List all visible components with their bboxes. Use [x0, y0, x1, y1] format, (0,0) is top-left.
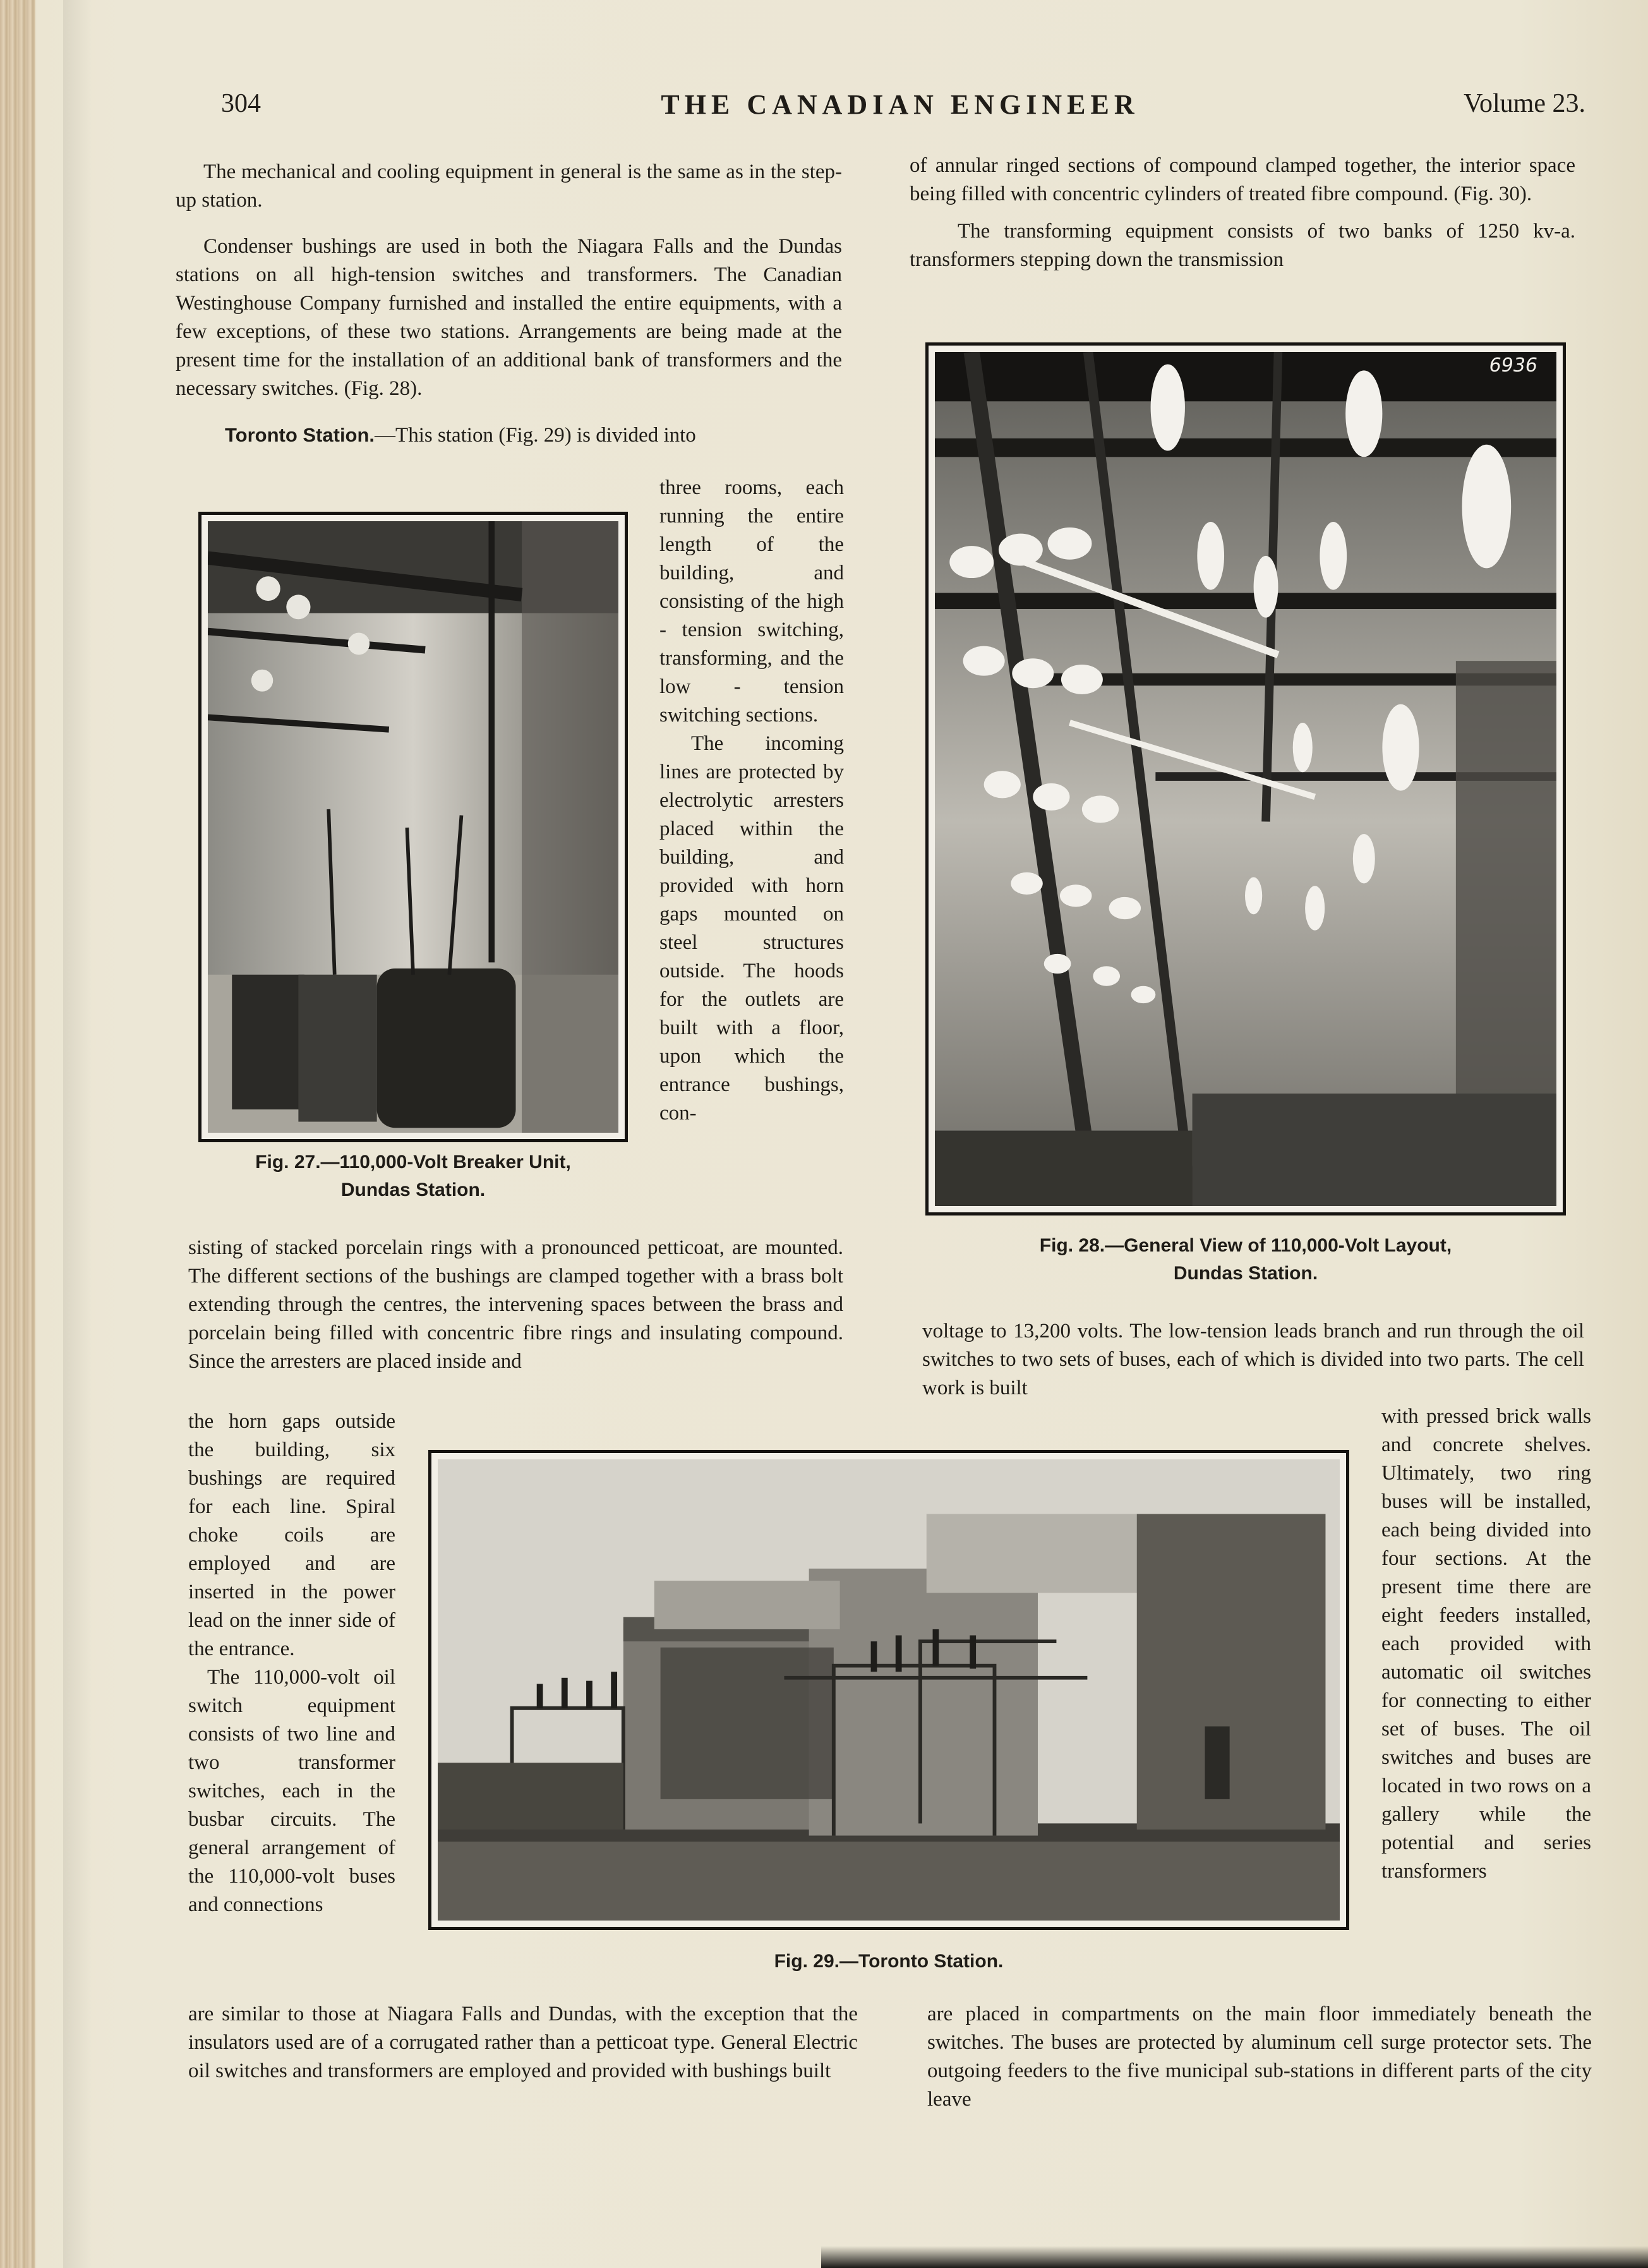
paragraph-text: —This station (Fig. 29) is divided into: [375, 424, 696, 447]
left-column-middle: [188, 1234, 843, 1376]
scan-shadow: [821, 2246, 1648, 2268]
right-column-top: [910, 152, 1575, 274]
paragraph: The 110,000-volt oil switch equipment consists of two line and two transformer switches, each in the busbar circuits. The general arrangement of the 110,000-volt buses and connections: [188, 1666, 395, 1916]
paragraph: are similar to those at Niagara Falls and Dundas, with the exception that the insulators used are of a corrugated rather than a petticoat type. General Electric oil switches and transformers are employed and provided with bushings built: [188, 2003, 858, 2082]
right-column-narrow: [1381, 1402, 1591, 1886]
paragraph: voltage to 13,200 volts. The low-tension leads branch and run through the oil switches to two sets of buses, each of which is divided into two parts. The cell work is built: [922, 1320, 1584, 1399]
caption-line: Dundas Station.: [340, 1179, 486, 1200]
caption-line: Dundas Station.: [1173, 1263, 1318, 1284]
left-column-bottom: [188, 2000, 858, 2085]
paragraph: three rooms, each running the entire length of the building, and consisting of the high - tension switching, transforming, and the low - tension switching sections.: [659, 476, 844, 727]
book-spine: [0, 0, 35, 2268]
caption-line: Fig. 27.—110,000-Volt Breaker Unit,: [255, 1152, 571, 1173]
figure-29-photo: [428, 1450, 1349, 1930]
caption-line: Fig. 28.—General View of 110,000-Volt Layout,: [1039, 1235, 1452, 1256]
figure-28-photo: [925, 342, 1566, 1215]
page-number: 304: [221, 89, 261, 118]
right-column-middle: [922, 1317, 1584, 1402]
paragraph: The mechanical and cooling equipment in general is the same as in the step-up station.: [176, 160, 842, 212]
paragraph: the horn gaps outside the building, six bushings are required for each line. Spiral choke coils are employed and are inserted in the power lead on the inner side of the entrance.: [188, 1410, 395, 1660]
plate-number: 6936: [1489, 354, 1537, 377]
gutter-shadow: [63, 0, 92, 2268]
section-heading: Toronto Station.: [225, 424, 375, 446]
left-column-narrow-2: [188, 1408, 395, 1919]
left-column-narrow-1: [659, 474, 844, 1128]
figure-27-photo: [198, 512, 628, 1142]
volume-label: Volume 23.: [1464, 89, 1585, 118]
figure-28-caption: [925, 1232, 1566, 1288]
figure-27-caption: [198, 1149, 628, 1204]
paragraph: Condenser bushings are used in both the Niagara Falls and the Dundas stations on all high-tension switches and transformers. The Canadian Westinghouse Company furnished and installed the entire equipments, with a few exceptions, of these two stations. Arrangements are being made at the present time for the installation of an additional bank of transformers and the necessary switches. (Fig. 28).: [176, 235, 842, 400]
left-column-top: [176, 158, 842, 450]
paragraph: are placed in compartments on the main floor immediately beneath the switches. The buses are protected by aluminum cell surge protector sets. The outgoing feeders to the five municipal sub-stations in different parts of the city leave: [927, 2003, 1592, 2111]
journal-title: THE CANADIAN ENGINEER: [661, 89, 1140, 120]
paragraph: sisting of stacked porcelain rings with a pronounced petticoat, are mounted. The different sections of the bushings are clamped together with a brass bolt extending through the centres, the intervening spaces between the brass and porcelain being filled with concentric fibre rings and insulating compound. Since the arresters are placed inside and: [188, 1236, 843, 1373]
breaker-unit-photo: [208, 521, 618, 1133]
paragraph: [176, 421, 842, 450]
toronto-station-photo: [438, 1459, 1340, 1921]
paragraph: with pressed brick walls and concrete shelves. Ultimately, two ring buses will be installed, each being divided into four sections. At the present time there are eight feeders installed, each provided with automatic oil switches for connecting to either set of buses. The oil switches and buses are located in two rows on a gallery while the potential and series transformers: [1381, 1405, 1591, 1883]
paragraph: The incoming lines are protected by electrolytic arresters placed within the building, and provided with horn gaps mounted on steel structures outside. The hoods for the outlets are built with a floor, upon which the entrance bushings, con-: [659, 732, 844, 1125]
paragraph: The transforming equipment consists of two banks of 1250 kv-a. transformers stepping down the transmission: [910, 220, 1575, 271]
paragraph: of annular ringed sections of compound clamped together, the interior space being filled with concentric cylinders of treated fibre compound. (Fig. 30).: [910, 154, 1575, 205]
right-column-bottom: [927, 2000, 1592, 2114]
layout-view-photo: [935, 352, 1556, 1206]
figure-29-caption: Fig. 29.—Toronto Station.: [774, 1951, 1004, 1972]
page-header: [215, 88, 1585, 133]
